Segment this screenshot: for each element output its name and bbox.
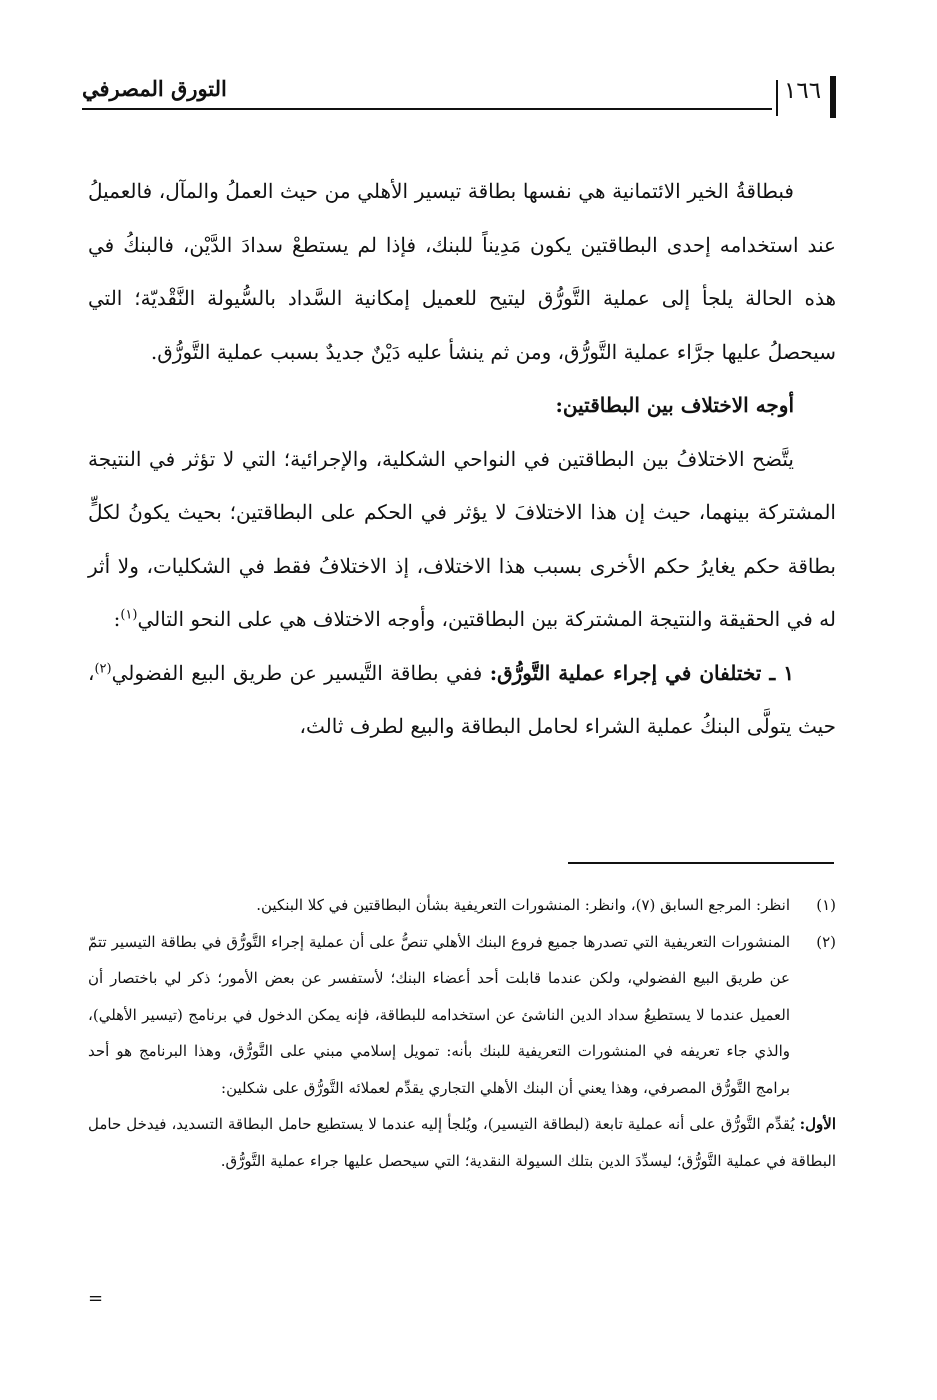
page-number: ١٦٦ <box>784 78 822 104</box>
footnote-ref-2[interactable]: (٢) <box>94 660 112 676</box>
header-rule <box>82 108 772 110</box>
footnote-separator <box>568 862 834 864</box>
footnote-1-mark: (١) <box>816 896 836 914</box>
footnote-2 <box>88 924 836 1107</box>
footnotes <box>88 887 836 1179</box>
footnote-2-text: المنشورات التعريفية التي تصدرها جميع فروع البنك الأهلي تنصُّ على أن عملية إجراء التَّورُّق في بطاقة التيسير تتمّ عن طريق البيع الفضولي، ولكن عندما قابلت أحد أعضاء البنك؛ لأستفسر عن بعض الأمور؛ ذكر لي باختصار أن العميل عندما لا يستطيعُ سداد الدين الناشئ عن استخدامه للبطاقة، فإنه يمكن الدخول في برنامج (تيسير الأهلي)، والذي جاء تعريفه في المنشورات التعريفية للبنك بأنه: تمويل إسلامي مبني على التَّورُّق، وهذا البرنامج هو أحد برامج التَّورُّق المصرفي، وهذا يعني أن البنك الأهلي التجاري يقدِّم لعملائه التَّورُّق على شكلين: <box>88 932 790 1097</box>
header-title: التورق المصرفي <box>82 76 227 101</box>
footnote-1 <box>88 887 836 924</box>
paragraph-2-end: : <box>113 607 121 631</box>
list-item-1-lead: ١ ـ تختلفان في إجراء عملية التَّورُّق: <box>489 660 794 685</box>
footnote-2-first-lead: الأول: <box>799 1115 836 1133</box>
header-bar <box>830 76 836 118</box>
paragraph-2-text: يتَّضح الاختلافُ بين البطاقتين في النواحي الشكلية، والإجرائية؛ التي لا تؤثر في النتيجة المشتركة بينهما، حيث إن هذا الاختلافَ لا يؤثر في الحكم على البطاقتين؛ بحيث يكونُ لكلٍّ بطاقة حكم يغايرُ حكم الأخرى بسبب هذا الاختلاف، إذ الاختلافُ فقط في الشكليات، ولا أثر له في الحقيقة والنتيجة المشتركة بين البطاقتين، وأوجه الاختلاف هي على النحو التالي <box>88 446 836 631</box>
footnote-2-first-text: يُقدِّم التَّورُّق على أنه عملية تابعة (لبطاقة التيسير)، ويُلجأ إليه عندما لا يستطيع حامل البطاقة التسديد، فيدخل حامل البطاقة في عملية التَّورُّق؛ ليسدِّدَ الدين بتلك السيولة النقدية؛ التي سيحصل عليها جراء عملية التَّورُّق. <box>88 1115 836 1170</box>
main-text <box>88 165 836 754</box>
running-header <box>82 66 838 126</box>
footnote-2-mark: (٢) <box>816 932 836 951</box>
continuation-mark: = <box>88 1288 104 1309</box>
footnote-1-text: انظر: المرجع السابق (٧)، وانظر: المنشورات التعريفية بشأن البطاقتين في كلا البنكين. <box>256 896 790 914</box>
section-heading: أوجه الاختلاف بين البطاقتين: <box>555 393 794 417</box>
list-item-1-text-b: ، حيث يتولَّى البنكُ عملية الشراء لحامل البطاقة والبيع لطرف ثالث، <box>88 660 836 738</box>
paragraph-1: فبطاقةُ الخير الائتمانية هي نفسها بطاقة تيسير الأهلي من حيث العملُ والمآل، فالعميلُ عند استخدامه إحدى البطاقتين يكون مَدِيناً للبنك، فإذا لم يستطعْ سدادَ الدَّيْن، فالبنكُ في هذه الحالة يلجأ إلى عملية التَّورُّق ليتيح للعميل إمكانية السَّداد بالسُّيولة النَّقْديّة؛ التي سيحصلُ عليها جرَّاء عملية التَّورُّق، ومن ثم ينشأ عليه دَيْنٌ جديدٌ بسبب عملية التَّورُّق. <box>88 179 836 364</box>
paragraph-2 <box>88 433 836 647</box>
list-item-1 <box>88 647 836 754</box>
list-item-1-text-a: ففي بطاقة التَّيسير عن طريق البيع الفضولي <box>111 660 490 685</box>
footnote-ref-1[interactable]: (١) <box>120 607 138 623</box>
header-separator <box>776 80 778 116</box>
footnote-2-continuation <box>88 1106 836 1179</box>
